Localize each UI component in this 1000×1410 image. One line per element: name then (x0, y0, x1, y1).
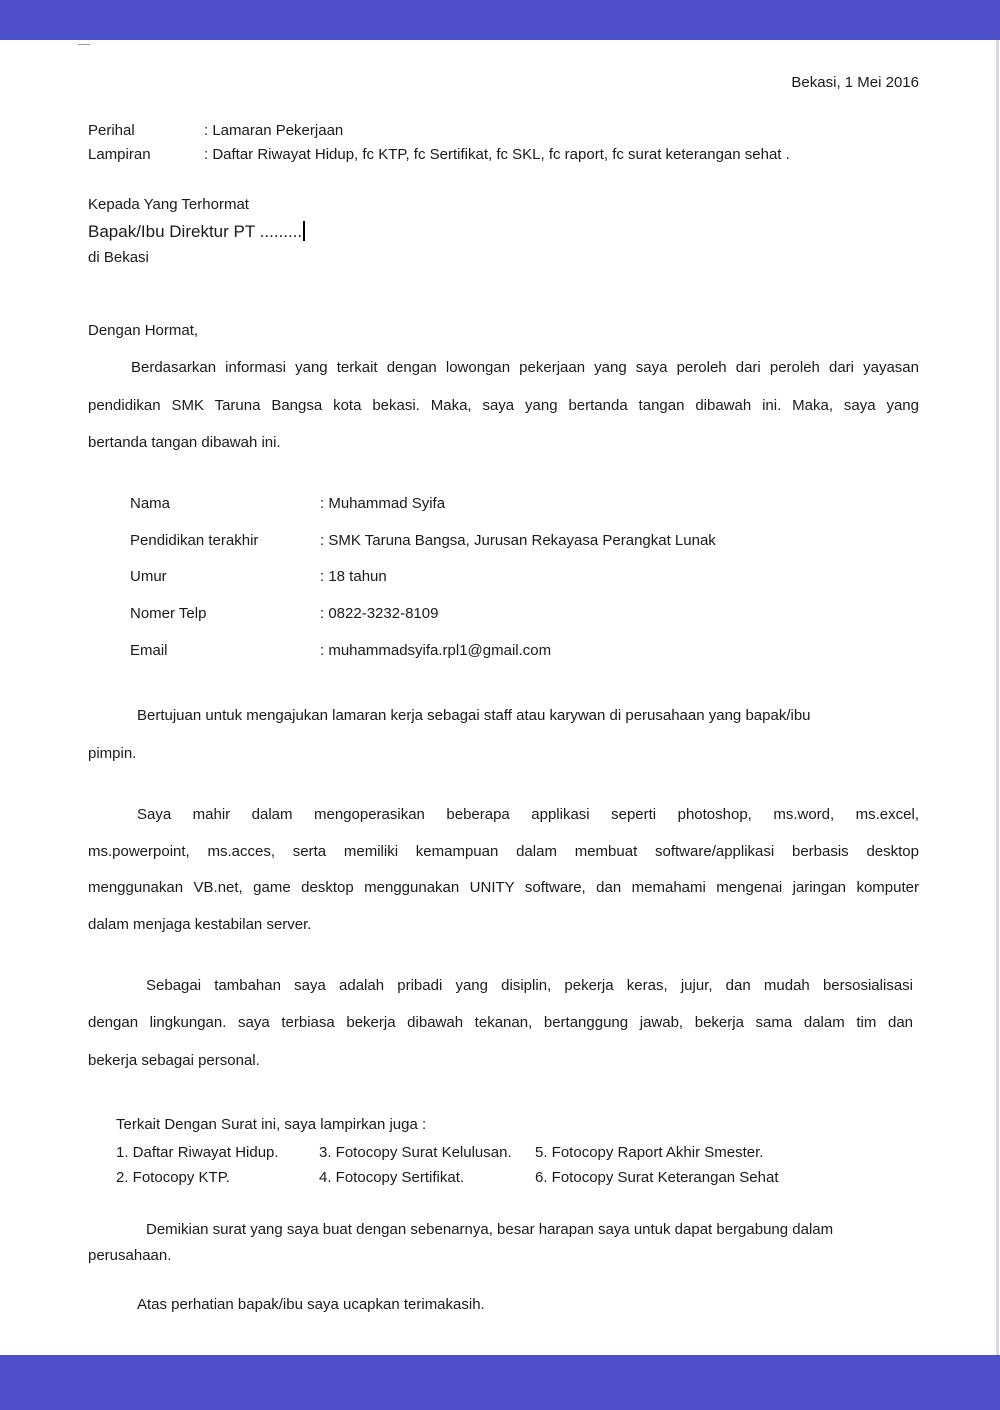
skills-line1: Saya mahir dalam mengoperasikan beberapa applikasi seperti photoshop, ms.word, ms.excel, (137, 806, 919, 823)
identity-value-umur: : 18 tahun (320, 568, 387, 585)
text-cursor-icon (303, 221, 305, 241)
closing-line1: Demikian surat yang saya buat dengan sebenarnya, besar harapan saya untuk dapat bergabung dalam (146, 1221, 834, 1238)
attachment-item: 6. Fotocopy Surat Keterangan Sehat (535, 1169, 779, 1186)
identity-label-telp: Nomer Telp (130, 605, 207, 622)
identity-label-pendidikan: Pendidikan terakhir (130, 532, 259, 549)
skills-line4: dalam menjaga kestabilan server. (88, 916, 312, 933)
closing-thanks: Atas perhatian bapak/ibu saya ucapkan terimakasih. (137, 1296, 485, 1313)
recipient-name: Bapak/Ibu Direktur PT ......... (88, 222, 303, 241)
purpose-line2: pimpin. (88, 745, 137, 762)
bottom-window-bar (0, 1355, 1000, 1410)
intro-line3: bertanda tangan dibawah ini. (88, 434, 281, 451)
personal-line2: dengan lingkungan. saya terbiasa bekerja dibawah tekanan, bertanggung jawab, bekerja sama dalam tim dan (88, 1014, 913, 1031)
recipient-line3: di Bekasi (88, 249, 149, 266)
skills-line2: ms.powerpoint, ms.acces, serta memiliki kemampuan dalam membuat software/applikasi berbasis desktop (88, 843, 919, 860)
attachment-item: 3. Fotocopy Surat Kelulusan. (319, 1144, 512, 1161)
attachment-item: 4. Fotocopy Sertifikat. (319, 1169, 465, 1186)
attachment-item: 2. Fotocopy KTP. (116, 1169, 230, 1186)
attachments-intro: Terkait Dengan Surat ini, saya lampirkan juga : (116, 1116, 427, 1133)
perihal-value: : Lamaran Pekerjaan (204, 122, 344, 139)
recipient-line1: Kepada Yang Terhormat (88, 196, 249, 213)
top-window-bar (0, 0, 1000, 40)
letter-date: Bekasi, 1 Mei 2016 (791, 74, 919, 91)
identity-value-nama: : Muhammad Syifa (320, 495, 446, 512)
salutation: Dengan Hormat, (88, 322, 199, 339)
attachment-item: 5. Fotocopy Raport Akhir Smester. (535, 1144, 764, 1161)
identity-label-umur: Umur (130, 568, 167, 585)
identity-value-telp: : 0822-3232-8109 (320, 605, 439, 622)
ruler-marker-icon (78, 40, 90, 45)
intro-line1: Berdasarkan informasi yang terkait dengan lowongan pekerjaan yang saya peroleh dari peroleh dari yayasan (131, 359, 919, 376)
identity-value-pendidikan: : SMK Taruna Bangsa, Jurusan Rekayasa Perangkat Lunak (320, 532, 716, 549)
closing-line2: perusahaan. (88, 1247, 172, 1264)
personal-line3: bekerja sebagai personal. (88, 1052, 260, 1069)
identity-label-email: Email (130, 642, 168, 659)
attachment-item: 1. Daftar Riwayat Hidup. (116, 1144, 279, 1161)
recipient-line2 (88, 221, 305, 242)
identity-value-email: : muhammadsyifa.rpl1@gmail.com (320, 642, 552, 659)
lampiran-label: Lampiran (88, 146, 151, 163)
personal-line1: Sebagai tambahan saya adalah pribadi yang disiplin, pekerja keras, jujur, dan mudah bersosialisasi (146, 977, 913, 994)
skills-line3: menggunakan VB.net, game desktop menggunakan UNITY software, dan memahami mengenai jaringan komputer (88, 879, 919, 896)
lampiran-value: : Daftar Riwayat Hidup, fc KTP, fc Sertifikat, fc SKL, fc raport, fc surat keterangan sehat . (204, 146, 790, 163)
purpose-line1: Bertujuan untuk mengajukan lamaran kerja sebagai staff atau karywan di perusahaan yang bapak/ibu (137, 707, 811, 724)
identity-label-nama: Nama (130, 495, 171, 512)
intro-line2: pendidikan SMK Taruna Bangsa kota bekasi. Maka, saya yang bertanda tangan dibawah ini. Maka, saya yang (88, 397, 919, 414)
perihal-label: Perihal (88, 122, 135, 139)
